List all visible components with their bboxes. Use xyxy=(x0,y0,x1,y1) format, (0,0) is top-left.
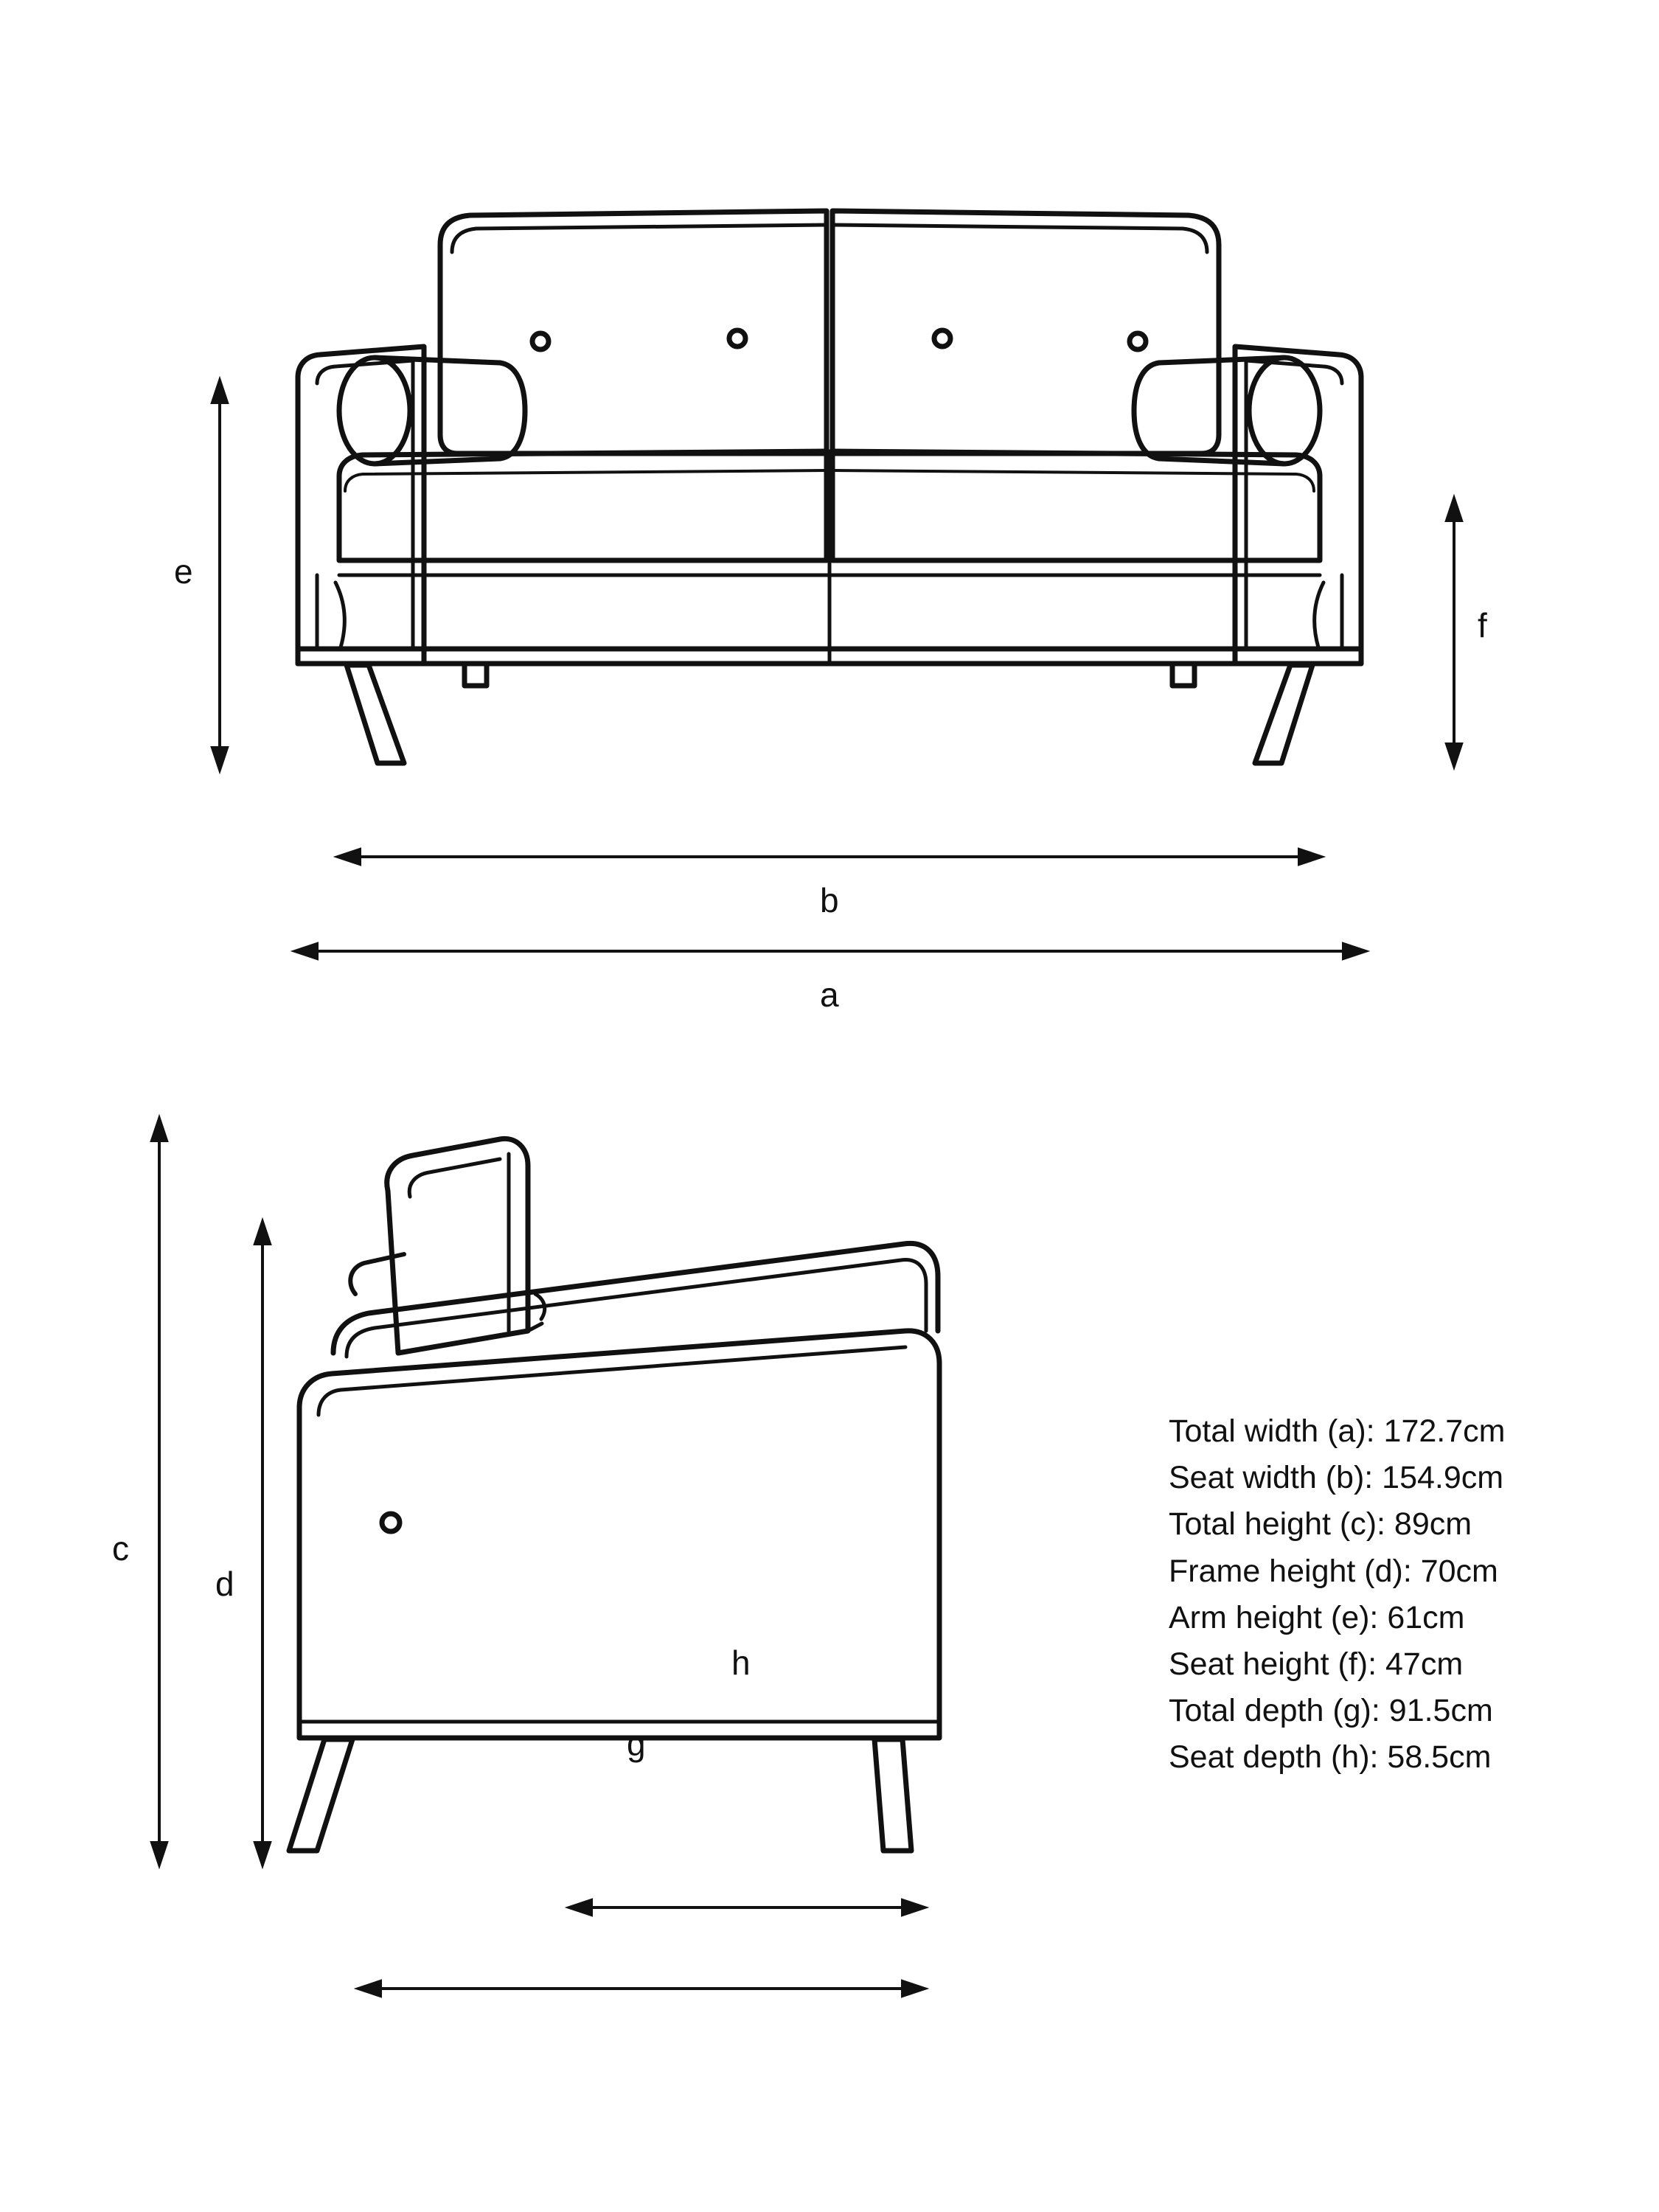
leg-back-left xyxy=(465,664,487,686)
dim-label-d: d xyxy=(215,1565,234,1603)
back-cushion-right-seam xyxy=(832,225,1207,252)
dim-arrow-h-right xyxy=(902,1900,925,1915)
dim-arrow-b-right xyxy=(1299,849,1321,864)
dim-label-a: a xyxy=(820,975,839,1014)
button-2 xyxy=(729,330,745,347)
dim-arrow-d-bottom xyxy=(255,1843,270,1865)
bolster-left-cap xyxy=(500,363,525,459)
dim-arrow-c-top xyxy=(152,1119,167,1141)
leg-front-left xyxy=(347,665,404,763)
bolster-left-body xyxy=(375,358,500,464)
bolster-right-body xyxy=(1159,358,1284,464)
button-3 xyxy=(934,330,950,347)
dim-label-h: h xyxy=(731,1644,751,1682)
skirt-fold-left xyxy=(335,582,344,647)
dimensions-spec-list xyxy=(1169,1408,1505,1781)
dim-arrow-d-top xyxy=(255,1222,270,1244)
dim-arrow-a-left xyxy=(295,944,317,959)
dim-arrow-e-top xyxy=(212,380,227,403)
spec-frame-height: Frame height (d): 70cm xyxy=(1169,1553,1498,1589)
dim-arrow-f-top xyxy=(1447,498,1461,521)
leg-side-front xyxy=(289,1739,352,1851)
button-1 xyxy=(532,333,549,349)
body-side xyxy=(299,1331,939,1738)
dim-label-c: c xyxy=(112,1529,129,1568)
dim-arrow-a-right xyxy=(1343,944,1366,959)
leg-side-back xyxy=(874,1739,911,1851)
back-cushion-left-seam xyxy=(452,225,827,252)
dim-label-e: e xyxy=(174,552,193,591)
seat-cushion-right-seam xyxy=(832,470,1314,491)
dim-arrow-c-bottom xyxy=(152,1843,167,1865)
side-view-drawing xyxy=(0,1110,1106,2068)
dim-label-b: b xyxy=(820,881,839,919)
arm-left-inner xyxy=(317,361,413,649)
back-cushion-side xyxy=(387,1138,528,1353)
spec-seat-width: Seat width (b): 154.9cm xyxy=(1169,1460,1504,1496)
button-side xyxy=(382,1514,400,1531)
bolster-left-end xyxy=(339,358,410,464)
seat-cushion-left-seam xyxy=(345,470,827,491)
button-4 xyxy=(1130,333,1146,349)
body-side-seam-top xyxy=(319,1347,905,1415)
arm-top-side-inner xyxy=(347,1260,926,1357)
spec-arm-height: Arm height (e): 61cm xyxy=(1169,1599,1465,1635)
back-cushion-side-seam xyxy=(409,1159,500,1197)
back-cushion-left xyxy=(440,211,827,453)
side-dimension-lines xyxy=(152,1119,925,1996)
spec-total-width: Total width (a): 172.7cm xyxy=(1169,1413,1506,1449)
dim-label-g: g xyxy=(627,1725,646,1763)
bolster-right-cap xyxy=(1134,363,1159,459)
spec-total-height: Total height (c): 89cm xyxy=(1169,1506,1472,1543)
leg-front-right xyxy=(1255,665,1312,763)
spec-seat-height: Seat height (f): 47cm xyxy=(1169,1646,1464,1683)
dim-arrow-e-bottom xyxy=(212,748,227,770)
front-dimension-lines xyxy=(212,380,1461,959)
dim-arrow-f-bottom xyxy=(1447,744,1461,766)
back-cushion-right xyxy=(832,211,1219,453)
arm-right-inner xyxy=(1246,361,1342,649)
leg-back-right xyxy=(1172,664,1194,686)
bolster-right-end xyxy=(1249,358,1320,464)
spec-total-depth: Total depth (g): 91.5cm xyxy=(1169,1693,1493,1729)
dim-arrow-h-left xyxy=(569,1900,591,1915)
dim-label-f: f xyxy=(1478,606,1487,644)
skirt-fold-right xyxy=(1315,582,1324,647)
dim-arrow-g-right xyxy=(902,1981,925,1996)
spec-seat-depth: Seat depth (h): 58.5cm xyxy=(1169,1739,1492,1775)
dim-arrow-b-left xyxy=(338,849,360,864)
dim-arrow-g-left xyxy=(358,1981,380,1996)
